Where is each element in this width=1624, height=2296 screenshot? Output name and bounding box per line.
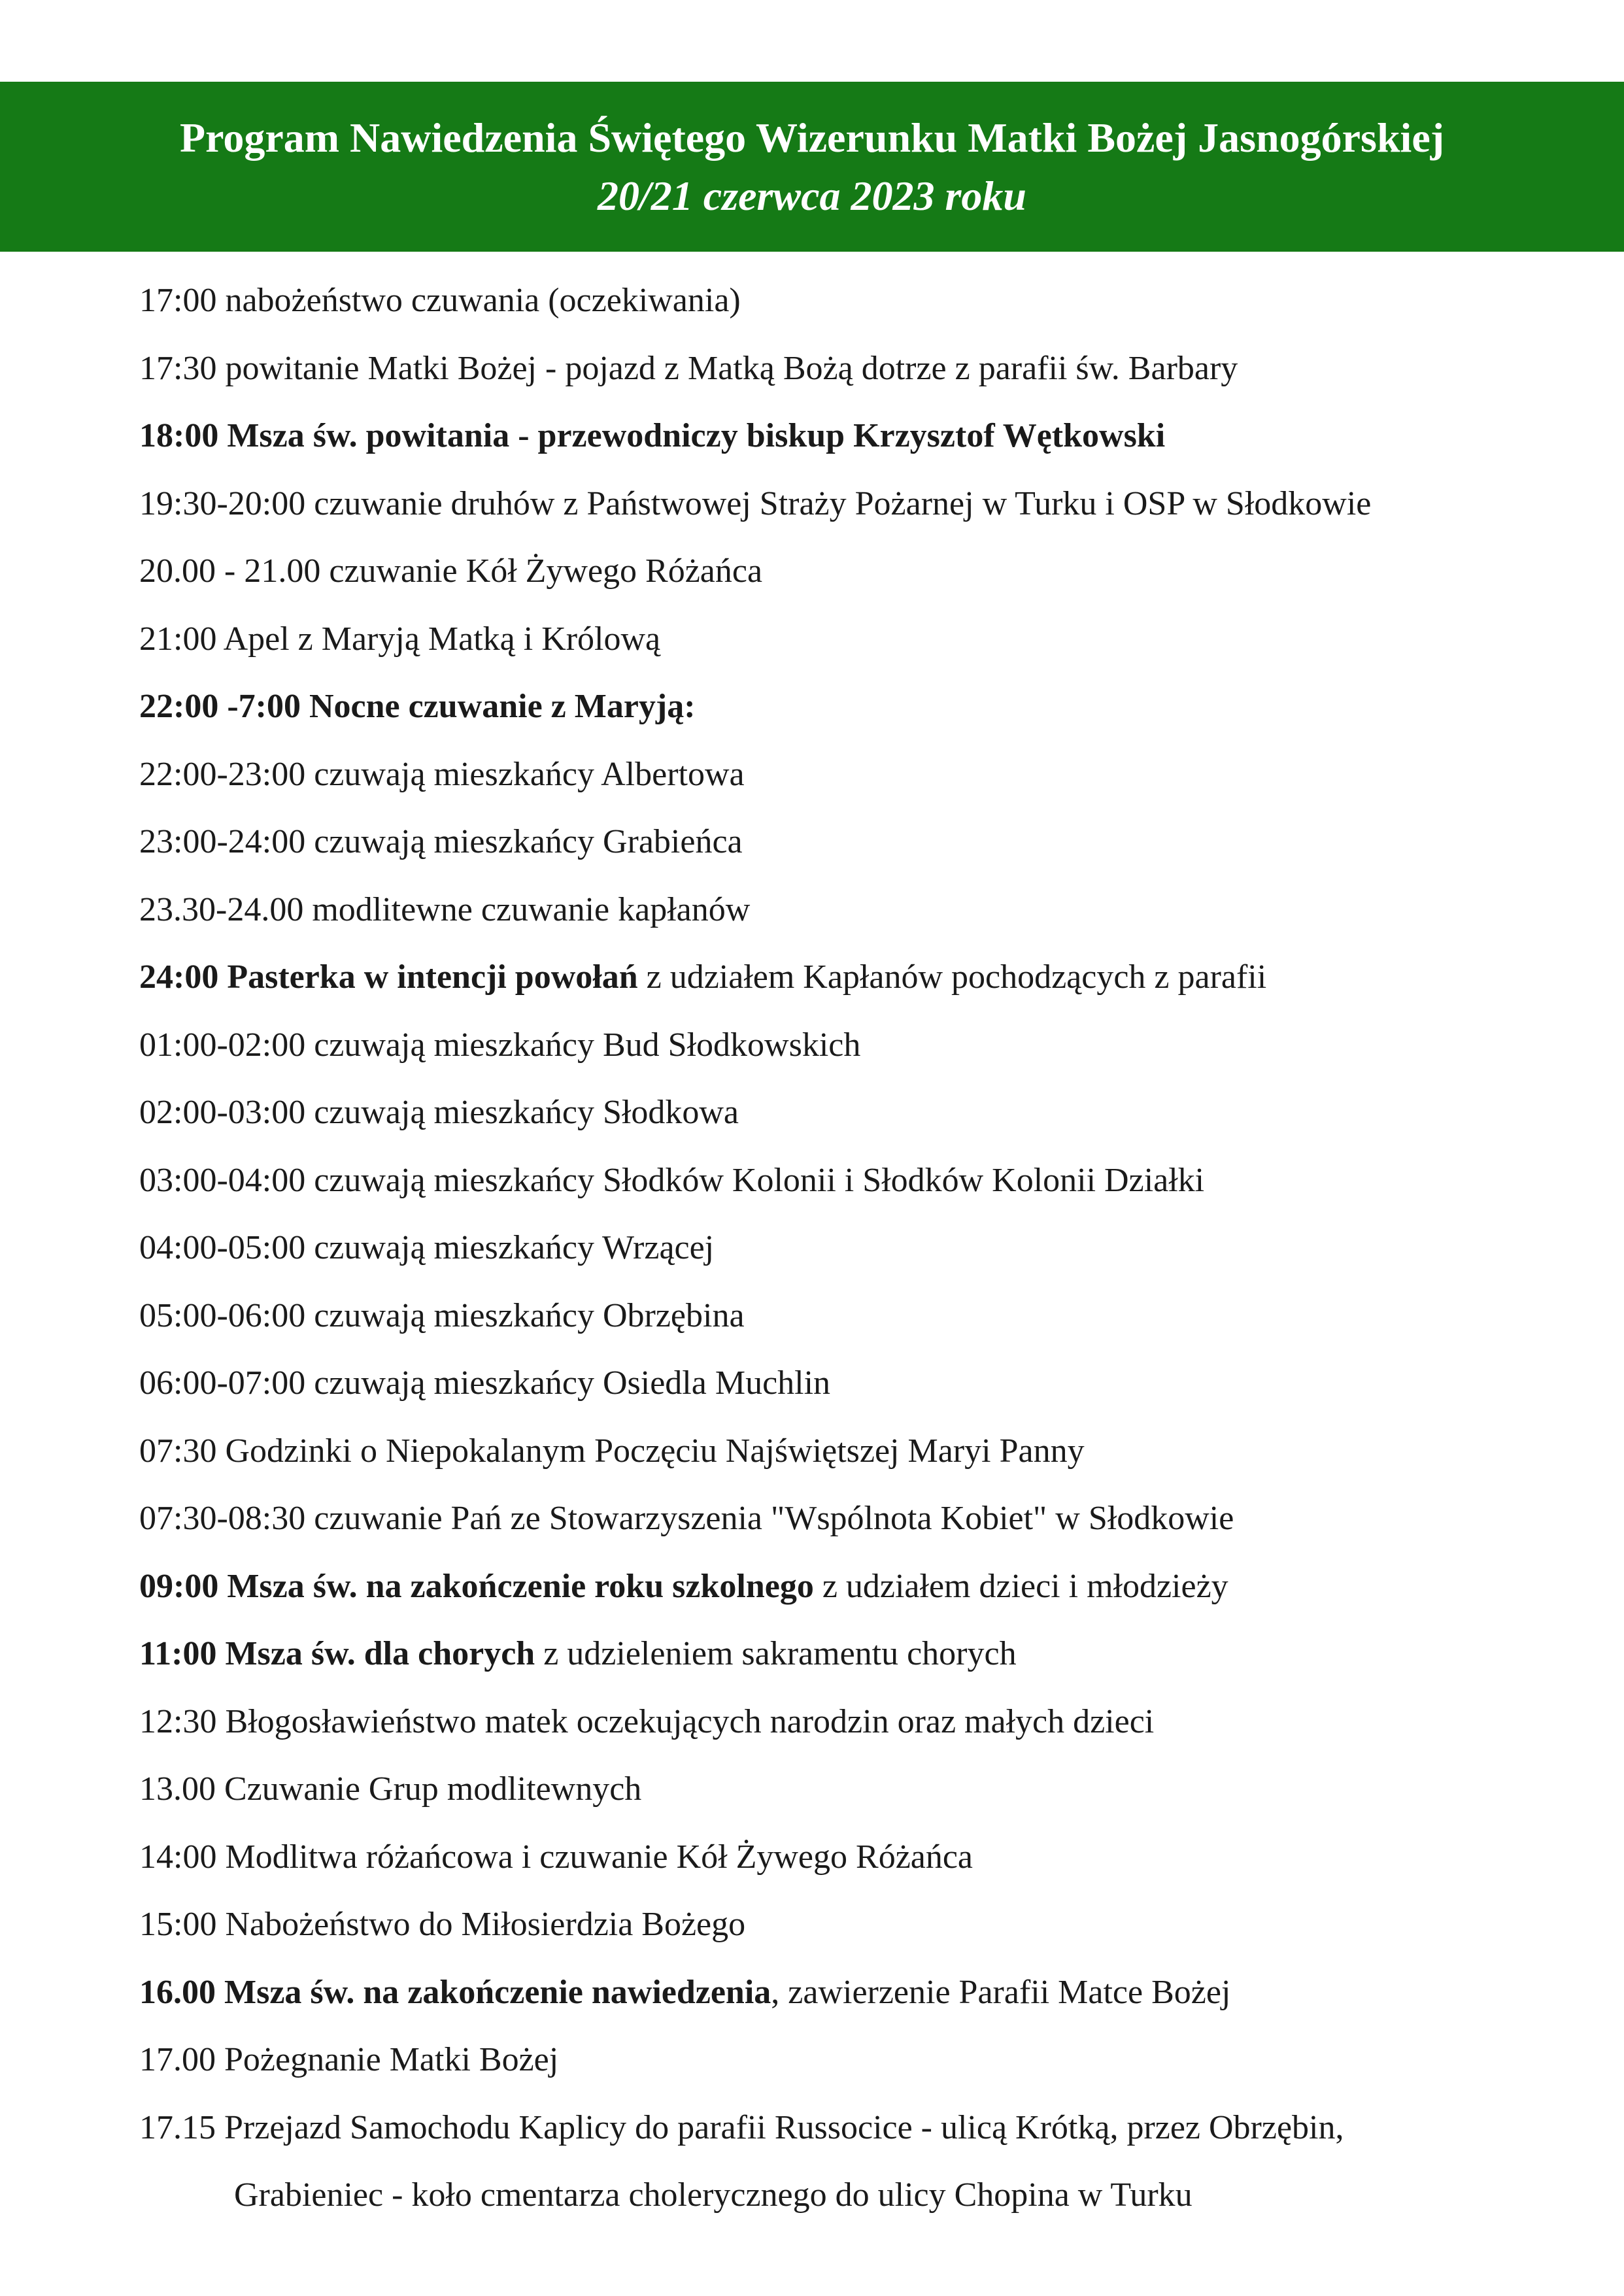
schedule-item: [139, 1282, 1551, 1350]
schedule-item: [139, 1147, 1551, 1215]
schedule-item-text: 17.15 Przejazd Samochodu Kaplicy do parafii Russocice - ulicą Krótką, przez Obrzębin,: [139, 2108, 1344, 2146]
schedule-item-text: 05:00-06:00 czuwają mieszkańcy Obrzębina: [139, 1296, 745, 1334]
schedule-list: [139, 267, 1551, 2229]
schedule-item: [139, 1823, 1551, 1891]
schedule-item-text: 02:00-03:00 czuwają mieszkańcy Słodkowa: [139, 1094, 739, 1131]
schedule-item-text: 12:30 Błogosławieństwo matek oczekujących narodzin oraz małych dzieci: [139, 1702, 1155, 1740]
schedule-item-text: 04:00-05:00 czuwają mieszkańcy Wrzącej: [139, 1229, 715, 1266]
schedule-item: [139, 2026, 1551, 2094]
schedule-item: [139, 1688, 1551, 1756]
schedule-item-continuation: Grabieniec - koło cmentarza cholerycznego do ulicy Chopina w Turku: [234, 2176, 1193, 2214]
page-title: Program Nawiedzenia Świętego Wizerunku Matki Bożej Jasnogórskiej: [179, 114, 1445, 161]
schedule-item-text: z udziałem Kapłanów pochodzących z parafii: [637, 958, 1267, 996]
schedule-item-text: 06:00-07:00 czuwają mieszkańcy Osiedla Muchlin: [139, 1364, 831, 1402]
schedule-item: [139, 470, 1551, 538]
schedule-item-text: 17:00 nabożeństwo czuwania (oczekiwania): [139, 282, 741, 319]
schedule-item-text: 22:00-23:00 czuwają mieszkańcy Albertowa: [139, 755, 745, 793]
schedule-item: [139, 1079, 1551, 1147]
schedule-item-bold: 18:00 Msza św. powitania - przewodniczy biskup Krzysztof Wętkowski: [139, 417, 1166, 454]
schedule-item: [139, 673, 1551, 741]
schedule-item: [139, 537, 1551, 605]
schedule-item: [139, 1417, 1551, 1485]
schedule-item: [139, 1755, 1551, 1823]
schedule-item-text: 01:00-02:00 czuwają mieszkańcy Bud Słodkowskich: [139, 1026, 861, 1064]
schedule-item-bold: 24:00 Pasterka w intencji powołań: [139, 958, 638, 996]
schedule-item: [139, 1620, 1551, 1688]
schedule-item: [139, 1011, 1551, 1079]
schedule-item-bold: 22:00 -7:00 Nocne czuwanie z Maryją:: [139, 688, 696, 725]
schedule-item-text: 19:30-20:00 czuwanie druhów z Państwowej Straży Pożarnej w Turku i OSP w Słodkowie: [139, 484, 1372, 522]
schedule-item-text: 13.00 Czuwanie Grup modlitewnych: [139, 1770, 642, 1808]
header-banner: [0, 82, 1624, 252]
schedule-item: [139, 1214, 1551, 1282]
schedule-item-text: , zawierzenie Parafii Matce Bożej: [771, 1973, 1231, 2011]
schedule-item: [139, 1349, 1551, 1417]
schedule-item-text: 17.00 Pożegnanie Matki Bożej: [139, 2041, 559, 2078]
schedule-item: [139, 876, 1551, 944]
schedule-item: [139, 808, 1551, 876]
schedule-item-bold: 11:00 Msza św. dla chorych: [139, 1635, 535, 1672]
schedule-item: [139, 335, 1551, 403]
schedule-item: [139, 402, 1551, 470]
schedule-item: [139, 2094, 1551, 2229]
schedule-item: [139, 1553, 1551, 1621]
schedule-item: [139, 605, 1551, 673]
schedule-item-text: 14:00 Modlitwa różańcowa i czuwanie Kół Żywego Różańca: [139, 1838, 973, 1876]
schedule-item-text: 17:30 powitanie Matki Bożej - pojazd z Matką Bożą dotrze z parafii św. Barbary: [139, 349, 1238, 387]
schedule-item-text: 23.30-24.00 modlitewne czuwanie kapłanów: [139, 890, 751, 928]
schedule-item-text: z udzieleniem sakramentu chorych: [535, 1635, 1017, 1672]
schedule-item-bold: 16.00 Msza św. na zakończenie nawiedzenia: [139, 1973, 771, 2011]
schedule-item: [139, 1891, 1551, 1959]
schedule-item: [139, 267, 1551, 335]
page-date: 20/21 czerwca 2023 roku: [598, 173, 1026, 219]
schedule-item: [139, 741, 1551, 809]
schedule-item-text: 03:00-04:00 czuwają mieszkańcy Słodków Kolonii i Słodków Kolonii Działki: [139, 1161, 1205, 1199]
schedule-item-text: 07:30-08:30 czuwanie Pań ze Stowarzyszenia "Wspólnota Kobiet" w Słodkowie: [139, 1500, 1234, 1537]
schedule-item-text: 23:00-24:00 czuwają mieszkańcy Grabieńca: [139, 823, 743, 860]
schedule-item-bold: 09:00 Msza św. na zakończenie roku szkolnego: [139, 1567, 814, 1605]
schedule-item: [139, 943, 1551, 1011]
schedule-item-text: 20.00 - 21.00 czuwanie Kół Żywego Różańca: [139, 552, 763, 590]
schedule-item-text: 21:00 Apel z Maryją Matką i Królową: [139, 620, 661, 658]
schedule-item: [139, 1485, 1551, 1553]
schedule-item-text: 07:30 Godzinki o Niepokalanym Poczęciu Najświętszej Maryi Panny: [139, 1432, 1085, 1470]
schedule-item-text: z udziałem dzieci i młodzieży: [813, 1567, 1228, 1605]
schedule-item: [139, 1959, 1551, 2027]
schedule-item-text: 15:00 Nabożeństwo do Miłosierdzia Bożego: [139, 1906, 746, 1943]
